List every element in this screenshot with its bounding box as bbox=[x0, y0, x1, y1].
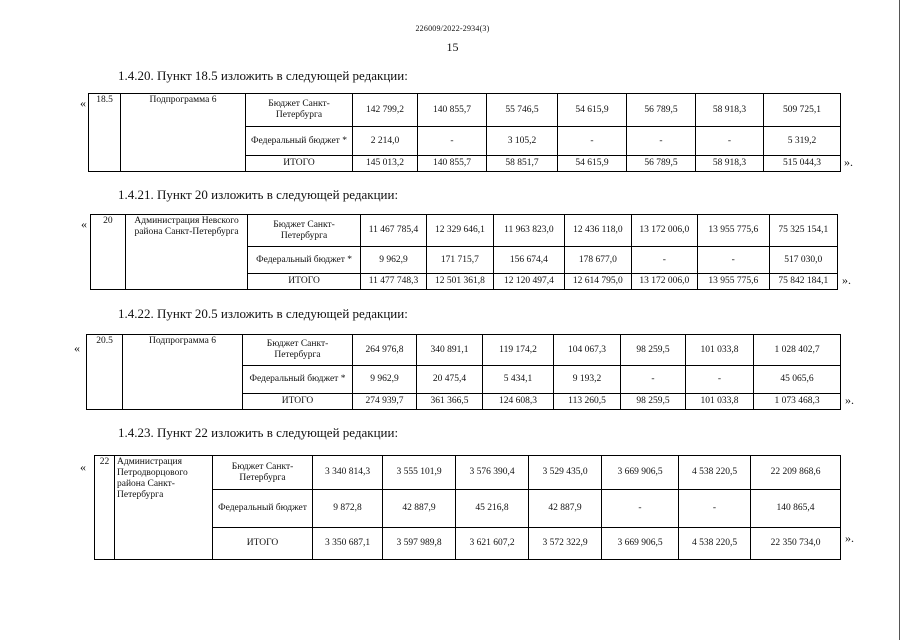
value-cell: 104 067,3 bbox=[554, 335, 621, 366]
value-cell: 56 789,5 bbox=[627, 156, 696, 172]
total-cell: 22 350 734,0 bbox=[751, 528, 841, 560]
funding-source: Федеральный бюджет * bbox=[246, 127, 353, 156]
value-cell: 140 855,7 bbox=[418, 156, 487, 172]
value-cell: 9 193,2 bbox=[554, 366, 621, 394]
value-cell: 54 615,9 bbox=[558, 156, 627, 172]
value-cell: 2 214,0 bbox=[353, 127, 418, 156]
funding-source: Бюджет Санкт-Петербурга bbox=[213, 456, 313, 490]
value-cell: 55 746,5 bbox=[487, 94, 558, 127]
funding-source: Бюджет Санкт-Петербурга bbox=[248, 215, 360, 247]
value-cell: 5 434,1 bbox=[483, 366, 554, 394]
value-cell: 274 939,7 bbox=[353, 394, 417, 410]
value-cell: 12 614 795,0 bbox=[565, 274, 631, 290]
value-cell: - bbox=[621, 366, 686, 394]
value-cell: 58 851,7 bbox=[487, 156, 558, 172]
item-name: Подпрограмма 6 bbox=[121, 94, 246, 172]
total-cell: 75 842 184,1 bbox=[769, 274, 837, 290]
value-cell: 12 120 497,4 bbox=[493, 274, 565, 290]
value-cell: 3 105,2 bbox=[487, 127, 558, 156]
funding-source-total: ИТОГО bbox=[246, 156, 353, 172]
value-cell: 13 955 775,6 bbox=[697, 215, 769, 247]
funding-source: Бюджет Санкт-Петербурга bbox=[246, 94, 353, 127]
value-cell: 264 976,8 bbox=[353, 335, 417, 366]
value-cell: 42 887,9 bbox=[383, 490, 456, 528]
value-cell: - bbox=[627, 127, 696, 156]
heading-1-4-20: 1.4.20. Пункт 18.5 изложить в следующей редакции: bbox=[118, 68, 408, 83]
value-cell: 3 529 435,0 bbox=[529, 456, 602, 490]
value-cell: 3 350 687,1 bbox=[313, 528, 383, 560]
value-cell: 4 538 220,5 bbox=[679, 456, 751, 490]
value-cell: 3 669 906,5 bbox=[602, 456, 679, 490]
value-cell: 12 436 118,0 bbox=[565, 215, 631, 247]
value-cell: 20 475,4 bbox=[417, 366, 483, 394]
funding-source: Федеральный бюджет * bbox=[248, 247, 360, 274]
value-cell: - bbox=[697, 247, 769, 274]
total-cell: 515 044,3 bbox=[764, 156, 841, 172]
total-cell: 75 325 154,1 bbox=[769, 215, 837, 247]
value-cell: 3 576 390,4 bbox=[456, 456, 529, 490]
item-name: Подпрограмма 6 bbox=[123, 335, 243, 410]
funding-source-total: ИТОГО bbox=[248, 274, 360, 290]
value-cell: 42 887,9 bbox=[529, 490, 602, 528]
value-cell: - bbox=[686, 366, 754, 394]
value-cell: 101 033,8 bbox=[686, 394, 754, 410]
heading-1-4-21: 1.4.21. Пункт 20 изложить в следующей редакции: bbox=[118, 187, 399, 202]
value-cell: 9 872,8 bbox=[313, 490, 383, 528]
funding-source: Федеральный бюджет * bbox=[243, 366, 353, 394]
total-cell: 1 073 468,3 bbox=[754, 394, 841, 410]
value-cell: - bbox=[418, 127, 487, 156]
value-cell: 3 621 607,2 bbox=[456, 528, 529, 560]
value-cell: 156 674,4 bbox=[493, 247, 565, 274]
value-cell: 3 572 322,9 bbox=[529, 528, 602, 560]
value-cell: - bbox=[558, 127, 627, 156]
item-name: Администрация Невского района Санкт-Петербурга bbox=[125, 215, 248, 290]
item-index: 18.5 bbox=[89, 94, 121, 172]
total-cell: 45 065,6 bbox=[754, 366, 841, 394]
value-cell: 145 013,2 bbox=[353, 156, 418, 172]
open-quote: « bbox=[80, 460, 86, 474]
value-cell: 13 172 006,0 bbox=[631, 215, 697, 247]
value-cell: 4 538 220,5 bbox=[679, 528, 751, 560]
value-cell: 119 174,2 bbox=[483, 335, 554, 366]
value-cell: 140 855,7 bbox=[418, 94, 487, 127]
heading-1-4-22: 1.4.22. Пункт 20.5 изложить в следующей редакции: bbox=[118, 306, 408, 321]
total-cell: 517 030,0 bbox=[769, 247, 837, 274]
open-quote: « bbox=[81, 217, 87, 231]
amendment-table-18-5 bbox=[88, 93, 841, 172]
scan-edge-line bbox=[899, 0, 900, 640]
value-cell: - bbox=[696, 127, 764, 156]
total-cell: 140 865,4 bbox=[751, 490, 841, 528]
value-cell: 56 789,5 bbox=[627, 94, 696, 127]
value-cell: 3 597 989,8 bbox=[383, 528, 456, 560]
total-cell: 509 725,1 bbox=[764, 94, 841, 127]
value-cell: 54 615,9 bbox=[558, 94, 627, 127]
item-index: 22 bbox=[95, 456, 115, 560]
item-index: 20.5 bbox=[87, 335, 123, 410]
close-quote: ». bbox=[845, 531, 854, 545]
value-cell: 178 677,0 bbox=[565, 247, 631, 274]
amendment-table-20-5 bbox=[86, 334, 841, 410]
amendment-table-20 bbox=[90, 214, 838, 290]
close-quote: ». bbox=[845, 393, 854, 407]
value-cell: 13 955 775,6 bbox=[697, 274, 769, 290]
value-cell: 340 891,1 bbox=[417, 335, 483, 366]
page-number: 15 bbox=[446, 40, 459, 54]
value-cell: 3 555 101,9 bbox=[383, 456, 456, 490]
value-cell: 11 477 748,3 bbox=[360, 274, 426, 290]
value-cell: - bbox=[679, 490, 751, 528]
value-cell: 12 329 646,1 bbox=[427, 215, 493, 247]
funding-source: Бюджет Санкт-Петербурга bbox=[243, 335, 353, 366]
total-cell: 5 319,2 bbox=[764, 127, 841, 156]
value-cell: 11 963 823,0 bbox=[493, 215, 565, 247]
value-cell: 11 467 785,4 bbox=[360, 215, 426, 247]
value-cell: 58 918,3 bbox=[696, 94, 764, 127]
value-cell: - bbox=[631, 247, 697, 274]
document-id: 226009/2022-2934(3) bbox=[415, 24, 490, 33]
value-cell: 12 501 361,8 bbox=[427, 274, 493, 290]
value-cell: 98 259,5 bbox=[621, 394, 686, 410]
value-cell: 171 715,7 bbox=[427, 247, 493, 274]
value-cell: 361 366,5 bbox=[417, 394, 483, 410]
item-name: Администрация Петродворцового района Санкт-Петербурга bbox=[115, 456, 213, 560]
item-index: 20 bbox=[91, 215, 126, 290]
value-cell: 9 962,9 bbox=[353, 366, 417, 394]
value-cell: 113 260,5 bbox=[554, 394, 621, 410]
value-cell: 101 033,8 bbox=[686, 335, 754, 366]
open-quote: « bbox=[80, 96, 86, 110]
value-cell: 98 259,5 bbox=[621, 335, 686, 366]
value-cell: 3 340 814,3 bbox=[313, 456, 383, 490]
value-cell: 142 799,2 bbox=[353, 94, 418, 127]
open-quote: « bbox=[74, 341, 80, 355]
value-cell: 45 216,8 bbox=[456, 490, 529, 528]
close-quote: ». bbox=[842, 273, 851, 287]
funding-source-total: ИТОГО bbox=[243, 394, 353, 410]
funding-source-total: ИТОГО bbox=[213, 528, 313, 560]
value-cell: 9 962,9 bbox=[360, 247, 426, 274]
close-quote: ». bbox=[844, 155, 853, 169]
value-cell: 13 172 006,0 bbox=[631, 274, 697, 290]
total-cell: 1 028 402,7 bbox=[754, 335, 841, 366]
value-cell: - bbox=[602, 490, 679, 528]
value-cell: 58 918,3 bbox=[696, 156, 764, 172]
value-cell: 3 669 906,5 bbox=[602, 528, 679, 560]
amendment-table-22 bbox=[94, 455, 841, 560]
value-cell: 124 608,3 bbox=[483, 394, 554, 410]
heading-1-4-23: 1.4.23. Пункт 22 изложить в следующей редакции: bbox=[118, 425, 399, 440]
funding-source: Федеральный бюджет bbox=[213, 490, 313, 528]
total-cell: 22 209 868,6 bbox=[751, 456, 841, 490]
